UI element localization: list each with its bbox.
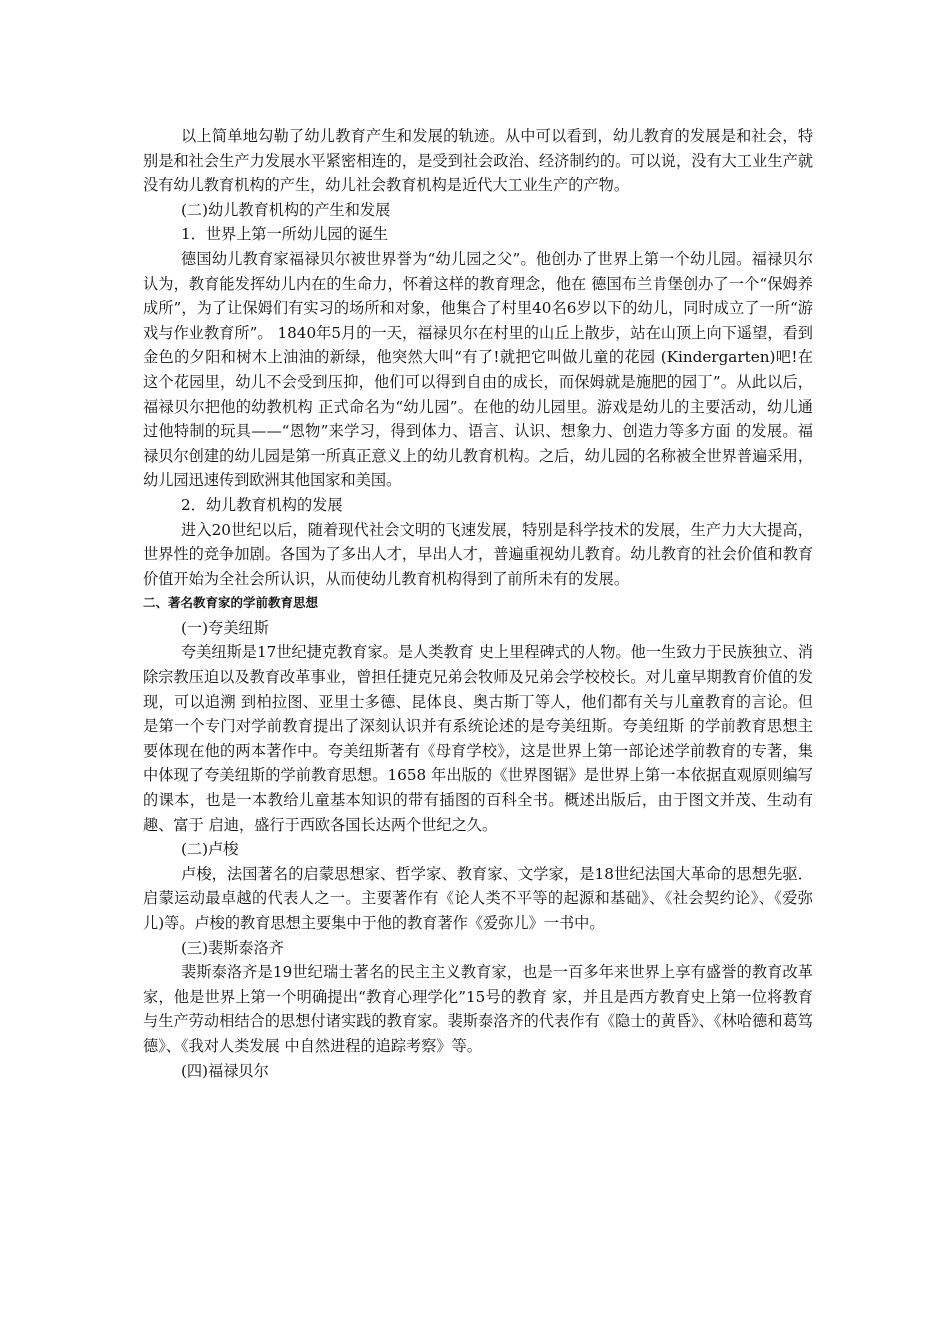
document-body [143, 124, 813, 1083]
item-heading-institution-development: 2．幼儿教育机构的发展 [181, 495, 343, 514]
paragraph-summary: 以上简单地勾勒了幼儿教育产生和发展的轨迹。从中可以看到，幼儿教育的发展是和社会，特别是和社会生产力发展水平紧密相连的，是受到社会政治、经济制约的。可以说，没有大工业生产就没有幼儿教育机构的产生，幼儿社会教育机构是近代大工业生产的产物。 [143, 127, 813, 195]
subheading-comenius: (一)夸美纽斯 [181, 618, 269, 637]
paragraph-froebel-kindergarten: 德国幼儿教育家福禄贝尔被世界誉为“幼儿园之父”。他创办了世界上第一个幼儿园。福禄贝尔认为，教育能发挥幼儿内在的生命力，怀着这样的教育理念，他在 德国布兰肯堡创办了一个“保姆养成所”，为了让保姆们有实习的场所和对象，他集合了村里40名6岁以下的幼儿，同时成立了一所“游戏与作业教育所”。 1840年5月的一天，福禄贝尔在村里的山丘上散步，站在山顶上向下遥望，看到金色的夕阳和树木上油油的新绿，他突然大叫“有了!就把它叫做儿童的花园 (Kindergarten)吧!在这个花园里，幼儿不会受到压抑，他们可以得到自由的成长，而保姆就是施肥的园丁”。从此以后，福禄贝尔把他的幼教机构 正式命名为“幼儿园”。在他的幼儿园里。游戏是幼儿的主要活动，幼儿通过他特制的玩具——“恩物”来学习，得到体力、语言、认识、想象力、创造力等多方面 的发展。福禄贝尔创建的幼儿园是第一所真正意义上的幼儿教育机构。之后，幼儿园的名称被全世界普遍采用，幼儿园迅速传到欧洲其他国家和美国。 [143, 249, 813, 490]
paragraph-pestalozzi: 裴斯泰洛齐是19世纪瑞士著名的民主主义教育家，也是一百多年来世界上享有盛誉的教育改革家，他是世界上第一个明确提出“教育心理学化”15号的教育 家，并且是西方教育史上第一位将教育与生产劳动相结合的思想付诸实践的教育家。裴斯泰洛齐的代表作有《隐士的黄昏》、《林哈德和葛笃德》、《我对人类发展 中自然进程的追踪考察》等。 [143, 963, 813, 1055]
paragraph-20th-century: 进入20世纪以后，随着现代社会文明的飞速发展，特别是科学技术的发展，生产力大大提高，世界性的竞争加剧。各国为了多出人才，早出人才，普遍重视幼儿教育。幼儿教育的社会价值和教育价值开始为全社会所认识，从而使幼儿教育机构得到了前所未有的发展。 [143, 520, 813, 588]
section-heading-institutions: (二)幼儿教育机构的产生和发展 [181, 200, 391, 219]
subheading-rousseau: (二)卢梭 [181, 840, 239, 859]
paragraph-rousseau: 卢梭，法国著名的启蒙思想家、哲学家、教育家、文学家，是18世纪法国大革命的思想先驱．启蒙运动最卓越的代表人之一。主要著作有《论人类不平等的起源和基础》、《社会契约论》、《爱弥儿)等。卢梭的教育思想主要集中于他的教育著作《爱弥儿》一书中。 [143, 864, 813, 932]
item-heading-first-kindergarten: 1．世界上第一所幼儿园的诞生 [181, 225, 389, 244]
part-heading-educators: 二、著名教育家的学前教育思想 [143, 595, 319, 611]
paragraph-comenius: 夸美纽斯是17世纪捷克教育家。是人类教育 史上里程碑式的人物。他一生致力于民族独立、消除宗教压迫以及教育改革事业，曾担任捷克兄弟会牧师及兄弟会学校校长。对儿童早期教育价值的发现，可以追溯 到柏拉图、亚里士多德、昆体良、奥古斯丁等人，他们都有关与儿童教育的言论。但是第一个专门对学前教育提出了深刻认识并有系统论述的是夸美纽斯。夸美纽斯 的学前教育思想主要体现在他的两本著作中。夸美纽斯著有《母育学校》，这是世界上第一部论述学前教育的专著，集中体现了夸美纽斯的学前教育思想。1658 年出版的《世界图锯》是世界上第一本依据直观原则编写的课本，也是一本教给儿童基本知识的带有插图的百科全书。概述出版后，由于图文并茂、生动有趣、富于 启迪，盛行于西欧各国长达两个世纪之久。 [143, 643, 813, 834]
subheading-pestalozzi: (三)裴斯泰洛齐 [181, 938, 284, 957]
subheading-froebel: (四)福禄贝尔 [181, 1061, 269, 1080]
